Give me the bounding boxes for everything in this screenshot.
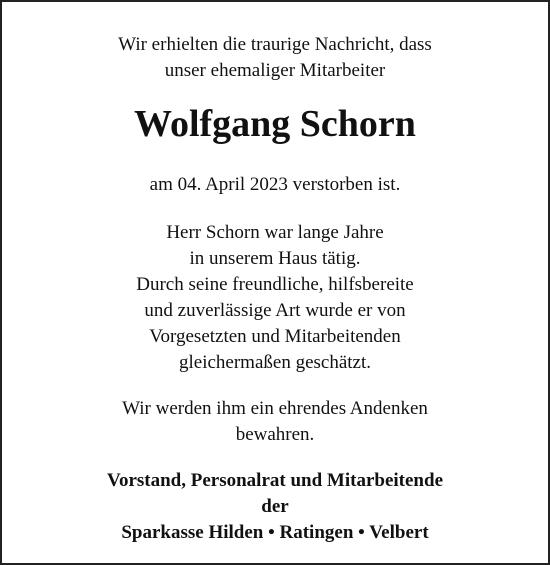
intro-line: Wir erhielten die traurige Nachricht, dass [118,34,432,55]
biography-text [2,220,548,376]
signature-block [2,468,548,546]
signature-line: Vorstand, Personalrat und Mitarbeitende [106,470,444,491]
remembrance-line: bewahren. [235,424,315,445]
biography-line: und zuverlässige Art wurde er von [144,300,406,321]
biography-line: in unserem Haus tätig. [189,248,361,269]
biography-line: Vorgesetzten und Mitarbeitenden [149,326,401,347]
intro-text [2,32,548,84]
signature-line: Sparkasse Hilden • Ratingen • Velbert [121,522,429,543]
date-of-death-line: am 04. April 2023 verstorben ist. [149,174,401,195]
biography-line: gleichermaßen geschätzt. [178,352,371,373]
deceased-name: Wolfgang Schorn [134,103,416,145]
biography-line: Herr Schorn war lange Jahre [166,222,384,243]
intro-line: unser ehemaliger Mitarbeiter [164,60,386,81]
signature-line: der [261,496,289,517]
biography-line: Durch seine freundliche, hilfsbereite [136,274,414,295]
remembrance-line: Wir werden ihm ein ehrendes Andenken [122,398,428,419]
remembrance-text [2,396,548,448]
